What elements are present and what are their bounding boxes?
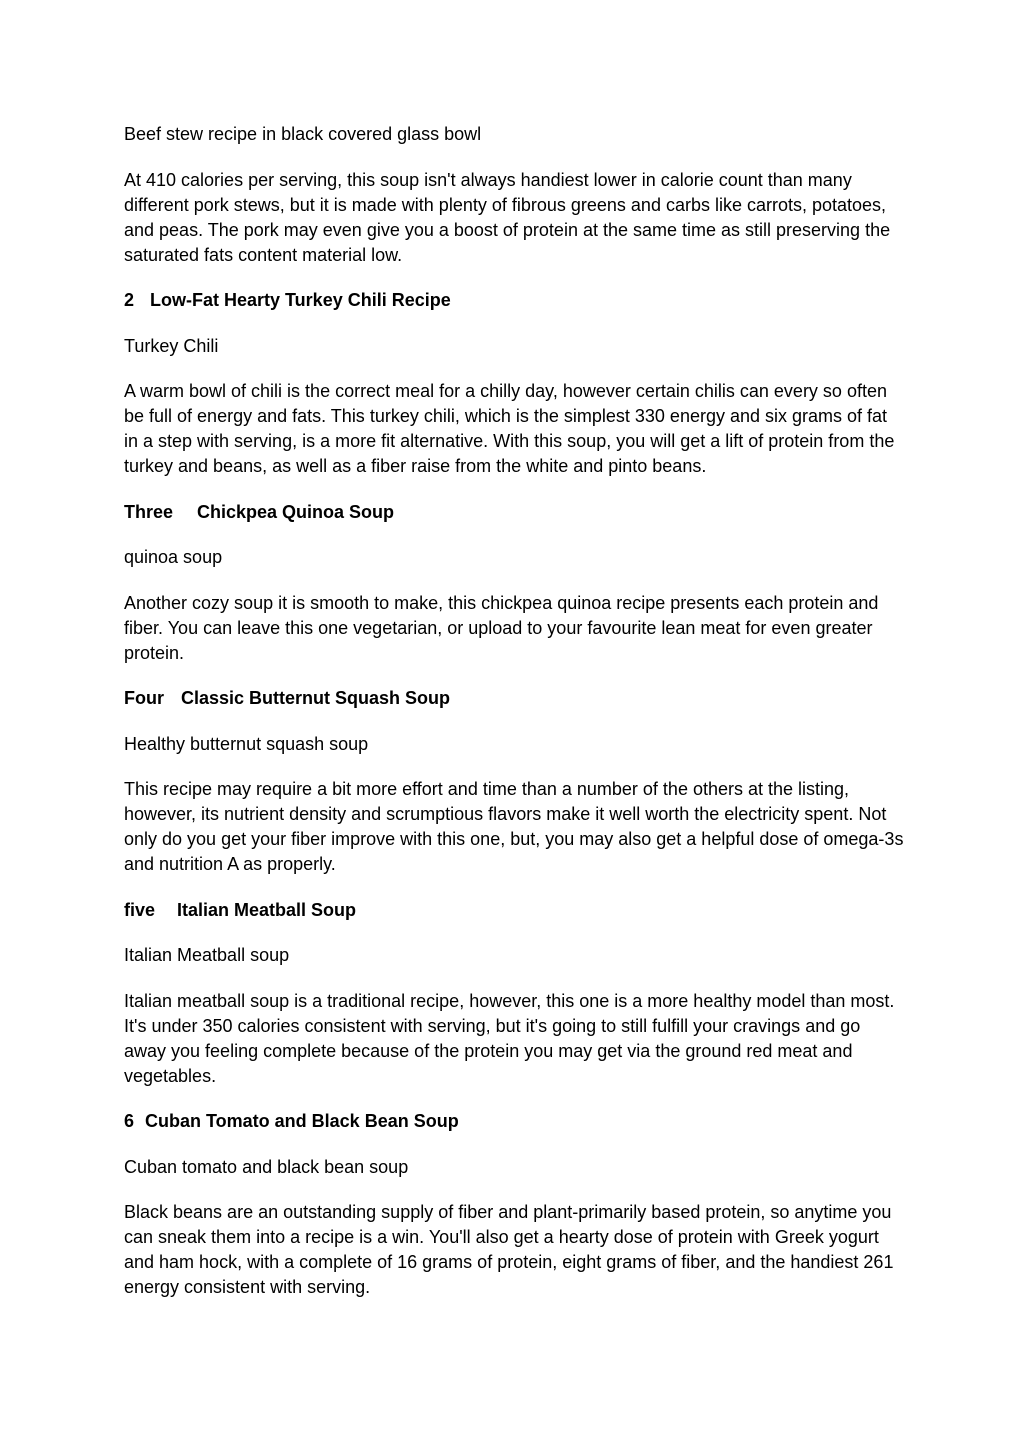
section-caption: Italian Meatball soup — [124, 945, 290, 965]
section-body: Black beans are an outstanding supply of fiber and plant-primarily based protein, so anytime you can sneak them into a recipe is a win. You'll also get a hearty dose of protein with Greek yogurt and ham hock, with a complete of 16 grams of protein, eight grams of fiber, and the handiest 261 energy consistent with serving. — [124, 1202, 894, 1297]
section-caption: Healthy butternut squash soup — [124, 733, 369, 754]
section-number: Three — [124, 501, 174, 522]
section-number: 6 — [124, 1111, 135, 1131]
section-title: Low-Fat Hearty Turkey Chili Recipe — [150, 290, 451, 310]
section-heading-turkey-chili — [124, 288, 904, 313]
section-body: Italian meatball soup is a traditional recipe, however, this one is a more healthy model than most. It's under 350 calories consistent with serving, but it's going to still fulfill your cravings and go away you feeling complete because of the protein you may get via the ground red meat and vegetables. — [124, 990, 895, 1086]
section-title: Classic Butternut Squash Soup — [181, 688, 451, 708]
section-heading-chickpea-quinoa — [124, 500, 904, 525]
section-title: Cuban Tomato and Black Bean Soup — [145, 1111, 459, 1131]
section-heading-butternut-squash — [124, 686, 904, 711]
section-number: Four — [124, 688, 164, 708]
document-page — [124, 122, 904, 1321]
section-body: This recipe may require a bit more effort and time than a number of the others at the listing, however, its nutrient density and scrumptious flavors make it well worth the electricity spent. Not only do you get your fiber improve with this one, but, you may also get a helpful dose of omega-3s and nutrition A as properly. — [124, 779, 904, 874]
section-heading-cuban-tomato — [124, 1109, 904, 1134]
section-title: Chickpea Quinoa Soup — [197, 501, 395, 522]
section-title: Italian Meatball Soup — [177, 899, 357, 920]
section-caption: Turkey Chili — [124, 335, 219, 356]
section-body: Another cozy soup it is smooth to make, this chickpea quinoa recipe presents each protein and fiber. You can leave this one vegetarian, or upload to your favourite lean meat for even greater protein. — [124, 592, 879, 663]
section-number: five — [124, 899, 156, 920]
section-caption: Cuban tomato and black bean soup — [124, 1156, 409, 1177]
section-number: 2 — [124, 290, 135, 310]
section-body: A warm bowl of chili is the correct meal for a chilly day, however certain chilis can every so often be full of energy and fats. This turkey chili, which is the simplest 330 energy and six grams of fat in a step with serving, is a more fit alternative. With this soup, you will get a lift of protein from the turkey and beans, as well as a fiber raise from the white and pinto beans. — [124, 381, 895, 476]
section-heading-italian-meatball — [124, 898, 904, 923]
intro-caption: Beef stew recipe in black covered glass bowl — [124, 124, 482, 144]
intro-paragraph: At 410 calories per serving, this soup isn't always handiest lower in calorie count than many different pork stews, but it is made with plenty of fibrous greens and carbs like carrots, potatoes, and peas. The pork may even give you a boost of protein at the same time as still preserving the saturated fats content material low. — [124, 169, 891, 265]
section-caption: quinoa soup — [124, 547, 223, 567]
